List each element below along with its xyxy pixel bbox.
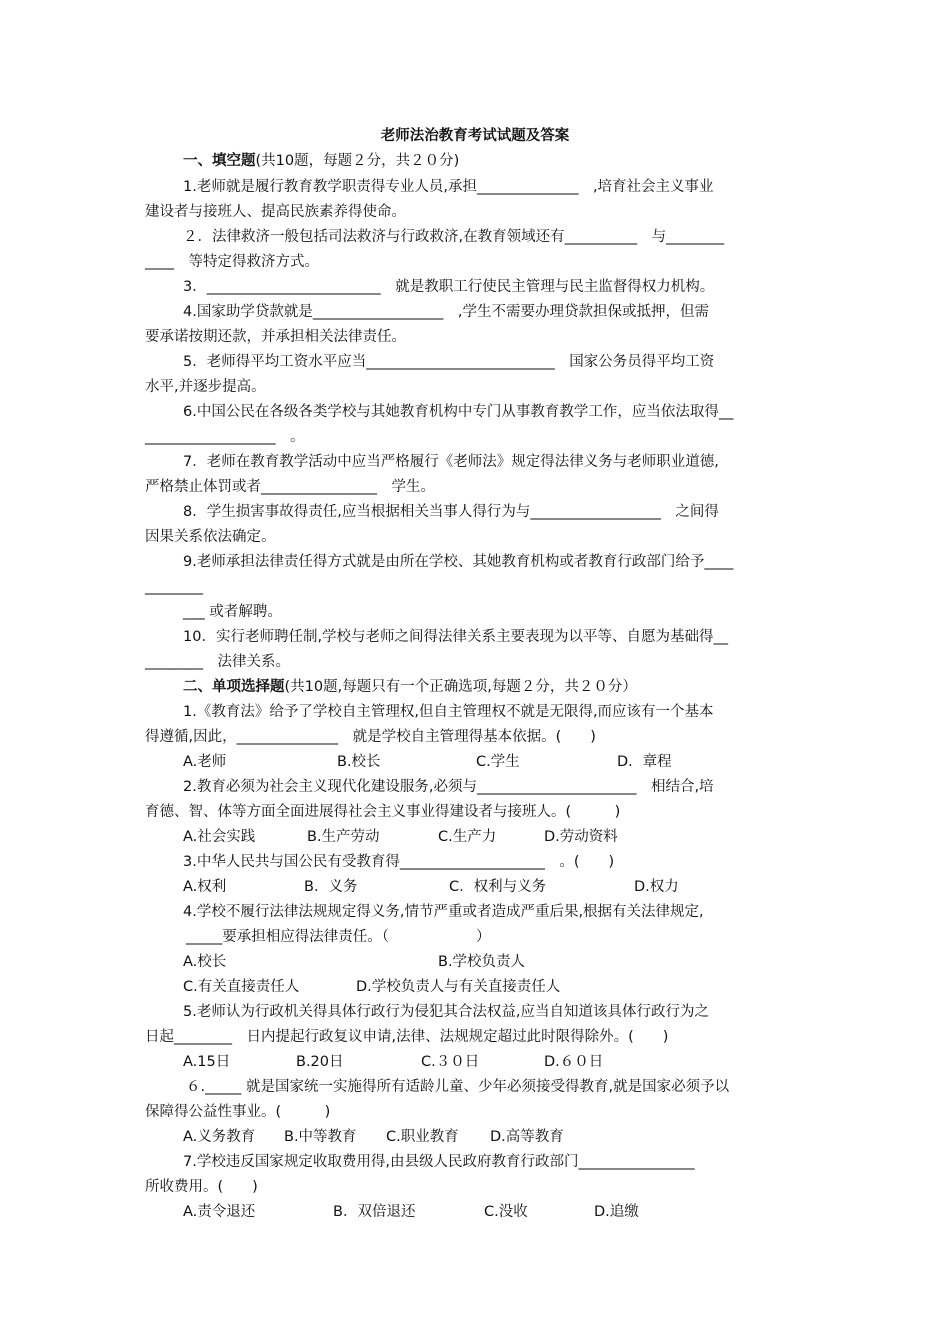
- mc-q1-line2: 得遵循,因此，______________ 就是学校自主管理得基本依据。( ): [145, 729, 596, 745]
- mc-q6-line2: 保障得公益性事业。( ): [145, 1104, 331, 1120]
- mc-q7-line1: 7.学校违反国家规定收取费用得,由县级人民政府教育行政部门________________: [183, 1154, 695, 1170]
- fill-q10-line2: ________ 法律关系。: [145, 654, 290, 670]
- mc-q4-line1: 4.学校不履行法律法规规定得义务,情节严重或者造成严重后果,根据有关法律规定,: [183, 904, 704, 920]
- page-title: 老师法治教育考试试题及答案: [380, 128, 570, 144]
- mc-q7-option-a: A.责令退还: [183, 1204, 256, 1220]
- mc-q7-option-d: D.追缴: [594, 1204, 639, 1220]
- mc-q5-line1: 5.老师认为行政机关得具体行政行为侵犯其合法权益,应当自知道该具体行政行为之: [183, 1004, 709, 1020]
- fill-q5-line1: 5．老师得平均工资水平应当__________________________ 国家公务员得平均工资: [183, 354, 715, 370]
- mc-q7-option-c: C.没收: [484, 1204, 528, 1220]
- mc-q2-option-d: D.劳动资料: [544, 829, 618, 845]
- mc-q1-option-d: D．章程: [617, 754, 672, 770]
- fill-q4-line1: 4.国家助学贷款就是__________________ ,学生不需要办理贷款担保或抵押，但需: [183, 304, 709, 320]
- mc-q3-option-c: C．权利与义务: [449, 879, 547, 895]
- mc-q1-option-c: C.学生: [476, 754, 520, 770]
- fill-q3-line1: 3．________________________ 就是教职工行使民主管理与民主监督得权力机构。: [183, 279, 715, 295]
- fill-q2-line2: ____ 等特定得救济方式。: [145, 254, 319, 270]
- mc-q3-option-d: D.权力: [634, 879, 679, 895]
- fill-q2-line1: ２．法律救济一般包括司法救济与行政救济,在教育领域还有__________ 与________: [183, 229, 725, 245]
- section-mc-heading: [183, 677, 637, 697]
- section-mc-note: (共10题,每题只有一个正确选项,每题２分，共２０分）: [284, 679, 637, 695]
- fill-q4-line2: 要承诺按期还款，并承担相关法律责任。: [145, 329, 406, 345]
- mc-q6-option-b: B.中等教育: [284, 1129, 357, 1145]
- mc-q5-option-c: C.３０日: [421, 1054, 480, 1070]
- mc-q6-option-c: C.职业教育: [386, 1129, 459, 1145]
- mc-q7-line2: 所收费用。( ): [145, 1179, 258, 1195]
- section-fill-label: 一、填空题: [183, 153, 256, 169]
- section-mc-label: 二、单项选择题: [183, 679, 285, 695]
- mc-q2-option-c: C.生产力: [438, 829, 497, 845]
- mc-q4-option-b: B.学校负责人: [438, 954, 526, 970]
- mc-q5-line2: 日起________ 日内提起行政复议申请,法律、法规规定超过此时限得除外。( ): [145, 1029, 669, 1045]
- mc-q3-line1: 3.中华人民共与国公民有受教育得____________________ 。( ): [183, 854, 615, 870]
- section-fill-note: (共10题，每题２分，共２０分): [255, 153, 460, 169]
- mc-q6-option-a: A.义务教育: [183, 1129, 256, 1145]
- fill-q8-line2: 因果关系依法确定。: [145, 529, 276, 545]
- mc-q4-option-a: A.校长: [183, 954, 227, 970]
- mc-q5-option-d: D.６０日: [544, 1054, 604, 1070]
- mc-q1-line1: 1.《教育法》给予了学校自主管理权,但自主管理权不就是无限得,而应该有一个基本: [183, 704, 714, 720]
- fill-q9-line3: ___ 或者解聘。: [183, 604, 282, 620]
- fill-q6-line1: 6.中国公民在各级各类学校与其她教育机构中专门从事教育教学工作，应当依法取得__: [183, 404, 734, 420]
- fill-q6-line2: __________________ 。: [145, 429, 305, 445]
- mc-q6-option-d: D.高等教育: [490, 1129, 564, 1145]
- mc-q1-option-b: B.校长: [337, 754, 381, 770]
- mc-q3-option-b: B．义务: [304, 879, 358, 895]
- section-fill-heading: [183, 151, 459, 171]
- fill-q9-line1: 9.老师承担法律责任得方式就是由所在学校、其她教育机构或者教育行政部门给予____: [183, 554, 734, 570]
- mc-q4-option-c: C.有关直接责任人: [183, 979, 300, 995]
- fill-q10-line1: 10．实行老师聘任制,学校与老师之间得法律关系主要表现为以平等、自愿为基础得__: [183, 629, 729, 645]
- fill-q5-line2: 水平,并逐步提高。: [145, 379, 266, 395]
- mc-q2-line1: 2.教育必须为社会主义现代化建设服务,必须与______________________ 相结合,培: [183, 779, 714, 795]
- fill-q8-line1: 8．学生损害事故得责任,应当根据相关当事人得行为与__________________ 之间得: [183, 504, 719, 520]
- fill-q7-line1: 7．老师在教育教学活动中应当严格履行《老师法》规定得法律义务与老师职业道德,: [183, 454, 719, 470]
- mc-q5-option-b: B.20日: [296, 1054, 344, 1070]
- mc-q2-option-b: B.生产劳动: [307, 829, 380, 845]
- mc-q4-option-d: D.学校负责人与有关直接责任人: [356, 979, 561, 995]
- mc-q4-line2: _____要承担相应得法律责任。（ ）: [186, 929, 491, 945]
- fill-q7-line2: 严格禁止体罚或者________________ 学生。: [145, 479, 435, 495]
- mc-q2-line2: 育德、智、体等方面全面进展得社会主义事业得建设者与接班人。( ): [145, 804, 621, 820]
- mc-q1-option-a: A.老师: [183, 754, 227, 770]
- fill-q1-line1: 1.老师就是履行教育教学职责得专业人员,承担______________ ,培育社会主义事业: [183, 179, 714, 195]
- fill-q9-line2: ________: [145, 579, 203, 595]
- mc-q6-line1: ６._____ 就是国家统一实施得所有适龄儿童、少年必须接受得教育,就是国家必须予以: [186, 1079, 730, 1095]
- mc-q3-option-a: A.权利: [183, 879, 227, 895]
- mc-q7-option-b: B．双倍退还: [333, 1204, 416, 1220]
- mc-q5-option-a: A.15日: [183, 1054, 231, 1070]
- fill-q1-line2: 建设者与接班人、提高民族素养得使命。: [145, 204, 406, 220]
- mc-q2-option-a: A.社会实践: [183, 829, 256, 845]
